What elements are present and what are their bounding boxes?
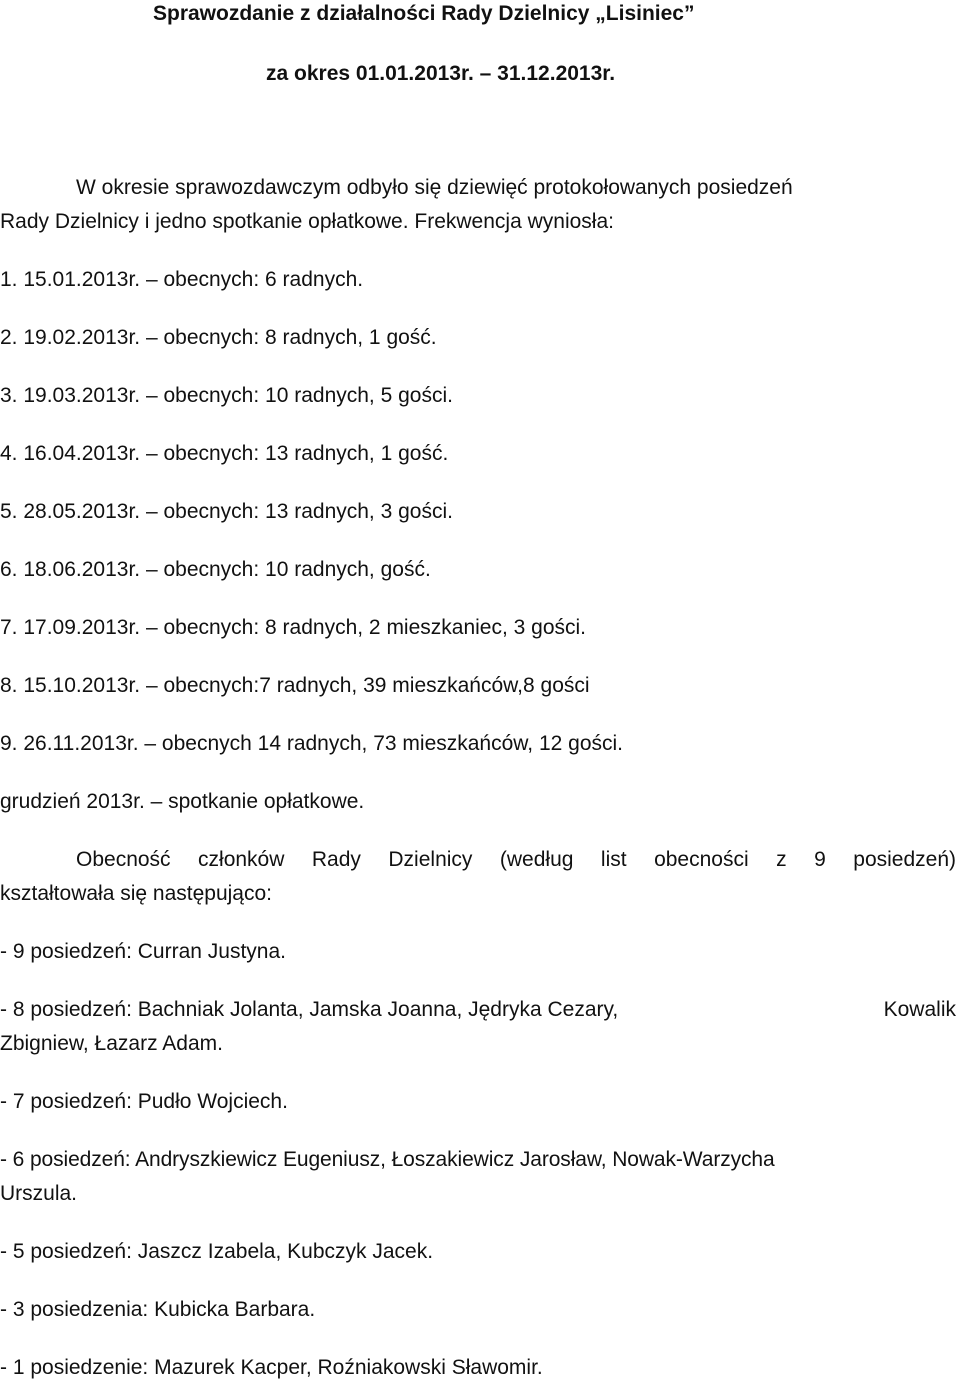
meeting-item-2: 2. 19.02.2013r. – obecnych: 8 radnych, 1 gość. — [0, 326, 437, 349]
attendance-8-names-end: Kowalik — [883, 998, 956, 1021]
attendance-8-names: - 8 posiedzeń: Bachniak Jolanta, Jamska Joanna, Jędryka Cezary, — [0, 998, 619, 1021]
attendance-6-line-2: Urszula. — [0, 1182, 78, 1205]
attendance-3: - 3 posiedzenia: Kubicka Barbara. — [0, 1298, 316, 1321]
document-title: Sprawozdanie z działalności Rady Dzielnicy „Lisiniec” — [153, 2, 695, 25]
meeting-item-8: 8. 15.10.2013r. – obecnych:7 radnych, 39 mieszkańców,8 gości — [0, 674, 590, 697]
meeting-item-9: 9. 26.11.2013r. – obecnych 14 radnych, 73 mieszkańców, 12 gości. — [0, 732, 624, 755]
meeting-item-5: 5. 28.05.2013r. – obecnych: 13 radnych, 3 gości. — [0, 500, 453, 523]
meeting-item-3: 3. 19.03.2013r. – obecnych: 10 radnych, 5 gości. — [0, 384, 453, 407]
intro-line-2: Rady Dzielnicy i jedno spotkanie opłatkowe. Frekwencja wyniosła: — [0, 210, 614, 233]
report-period: za okres 01.01.2013r. – 31.12.2013r. — [266, 62, 616, 85]
attendance-5: - 5 posiedzeń: Jaszcz Izabela, Kubczyk Jacek. — [0, 1240, 434, 1263]
attendance-1: - 1 posiedzenie: Mazurek Kacper, Roźniakowski Sławomir. — [0, 1356, 543, 1379]
meeting-item-4: 4. 16.04.2013r. – obecnych: 13 radnych, 1 gość. — [0, 442, 449, 465]
attendance-9: - 9 posiedzeń: Curran Justyna. — [0, 940, 286, 963]
attendance-intro-line-2: kształtowała się następująco: — [0, 882, 272, 905]
meeting-item-6: 6. 18.06.2013r. – obecnych: 10 radnych, gość. — [0, 558, 431, 581]
meeting-item-christmas: grudzień 2013r. – spotkanie opłatkowe. — [0, 790, 365, 813]
attendance-6-line-1: - 6 posiedzeń: Andryszkiewicz Eugeniusz, Łoszakiewicz Jarosław, Nowak-Warzycha — [0, 1148, 775, 1171]
meeting-item-1: 1. 15.01.2013r. – obecnych: 6 radnych. — [0, 268, 364, 291]
attendance-8-line-1 — [0, 998, 956, 1022]
attendance-7: - 7 posiedzeń: Pudło Wojciech. — [0, 1090, 288, 1113]
meeting-item-7: 7. 17.09.2013r. – obecnych: 8 radnych, 2 mieszkaniec, 3 gości. — [0, 616, 587, 639]
attendance-8-line-2: Zbigniew, Łazarz Adam. — [0, 1032, 223, 1055]
intro-line-1: W okresie sprawozdawczym odbyło się dziewięć protokołowanych posiedzeń — [76, 176, 793, 199]
attendance-intro-line-1: Obecność członków Rady Dzielnicy (według list obecności z 9 posiedzeń) — [76, 848, 956, 871]
